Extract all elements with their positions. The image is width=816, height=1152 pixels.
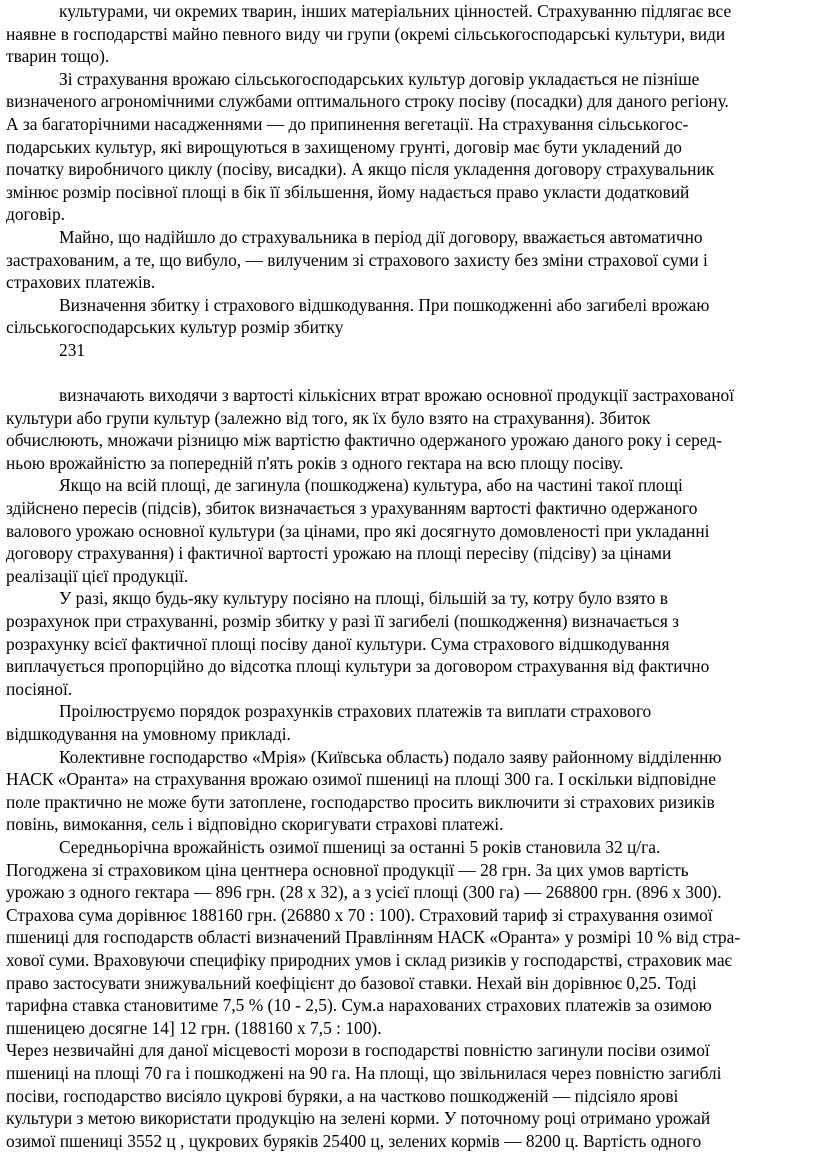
text-line: Страхова сума дорівнює 188160 грн. (26880 х 70 : 100). Страховий тариф зі страхування озимої (6, 904, 713, 925)
text-line: Якщо на всій площі, де загинула (пошкоджена) культура, або на частині такої площі (59, 475, 683, 496)
text-line: тарифна ставка становитиме 7,5 % (10 - 2,5). Сум.а нарахованих страхових платежів за озимою (6, 995, 712, 1016)
text-line: право застосувати знижувальний коефіцієнт до базової ставки. Нехай він дорівнює 0,25. Тоді (6, 972, 697, 993)
text-line: початку виробничого циклу (посіву, висадки). А якщо після укладення договору страхувальник (6, 159, 715, 180)
text-line: А за багаторічними насадженнями — до припинення вегетації. На страхування сільськогос- (6, 113, 689, 134)
text-line: подарських культур, які вирощуються в захищеному грунті, договір має бути укладений до (6, 136, 682, 157)
document-page (6, 0, 812, 1152)
text-line: Майно, що надійшло до страхувальника в період дії договору, вважається автоматично (59, 226, 703, 247)
text-line: культури з метою використати продукцію на зелені корми. У поточному році отримано урожай (6, 1108, 711, 1129)
text-line: посіяної. (6, 678, 73, 699)
text-line: хової суми. Враховуючи специфіку природних умов і склад ризиків у господарстві, страховик має (6, 949, 732, 970)
text-line: Колективне господарство «Мрія» (Київська область) подало заяву районному відділенню (59, 746, 722, 767)
blank-line (6, 362, 812, 385)
text-line: відшкодування на умовному прикладі. (6, 724, 291, 744)
text-line: страхових платежів. (6, 272, 156, 293)
text-line: НАСК «Оранта» на страхування врожаю озимої пшениці на площі 300 га. І оскільки відповідне (6, 769, 716, 790)
text-line: Погоджена зі страховиком ціна центнера основної продукції — 28 грн. За цих умов вартість (6, 859, 689, 880)
text-line: визначають виходячи з вартості кількісних втрат врожаю основної продукції застрахованої (59, 385, 735, 406)
text-line: У разі, якщо будь-яку культуру посіяно на площі, більшій за ту, котру було взято в (59, 588, 668, 609)
text-line: посіви, господарство висіяло цукрові буряки, а на частково пошкодженій — підсіяло ярові (6, 1085, 679, 1106)
text-line: озимої пшениці 3552 ц , цукрових буряків 25400 ц, зелених кормів — 8200 ц. Вартість одного (6, 1130, 702, 1151)
text-line: ньою врожайністю за попередній п'ять років з одного гектара на всю площу посіву. (6, 452, 624, 473)
text-line: Зі страхування врожаю сільськогосподарських культур договір укладається не пізніше (59, 68, 700, 89)
text-line: розрахунку всієї фактичної площі посіву даної культури. Сума страхового відшкодування (6, 633, 670, 654)
text-line: культури або групи культур (залежно від того, як їх було взято на страхування). Збиток (6, 407, 651, 428)
text-line: поле практично не може бути затоплене, господарство просить виключити зі страхових ризиків (6, 791, 715, 812)
text-line: сільськогосподарських культур розмір збитку (6, 317, 344, 338)
text-line: договору страхування) і фактичної вартості урожаю на площі пересіву (підсіву) за цінами (6, 543, 672, 564)
text-line: визначеного агрономічними службами оптимального строку посіву (посадки) для даного регіону. (6, 91, 729, 112)
text-line: пшениці для господарств області визначений Правлінням НАСК «Оранта» у розмірі 10 % від стра- (6, 927, 741, 948)
text-line: культурами, чи окремих тварин, інших матеріальних цінностей. Страхуванню підлягає все (59, 1, 732, 21)
text-line: Визначення збитку і страхового відшкодування. При пошкодженні або загибелі врожаю (59, 294, 710, 315)
text-line: здійснено пересів (підсів), збиток визначається з урахуванням вартості фактично одержаного (6, 498, 698, 519)
text-line: повінь, вимокання, сель і відповідно скоригувати страхові платежі. (6, 814, 504, 835)
text-line: наявне в господарстві майно певного виду чи групи (окремі сільськогосподарські культури, види (6, 23, 726, 44)
text-line: реалізації цієї продукції. (6, 565, 189, 586)
text-line: обчислюють, множачи різницю між вартістю фактично одержаного урожаю даного року і серед- (6, 430, 722, 451)
text-line: Через незвичайні для даної місцевості морози в господарстві повністю загинули посіви озимої (6, 1040, 710, 1061)
text-line: тварин тощо). (6, 46, 110, 67)
text-line: застрахованим, а те, що вибуло, — вилученим зі страхового захисту без зміни страхової суми і (6, 249, 708, 270)
text-line: Середньорічна врожайність озимої пшениці за останні 5 років становила 32 ц/га. (59, 836, 661, 857)
text-line: договір. (6, 204, 66, 225)
text-line: урожаю з одного гектара — 896 грн. (28 х 32), а з усієї площі (300 га) — 268800 грн. (896 х 300). (6, 882, 722, 903)
text-line: Проілюструємо порядок розрахунків страхових платежів та виплати страхового (59, 701, 652, 722)
text-line: валового урожаю основної культури (за цінами, про які досягнуто домовленості при укладанні (6, 520, 710, 541)
text-line: виплачується пропорційно до відсотка площі культури за договором страхування від фактично (6, 656, 710, 677)
text-line: змінює розмір посівної площі в бік її збільшення, йому надається право укласти додатковий (6, 181, 690, 202)
text-line: розрахунок при страхуванні, розмір збитку у разі її загибелі (пошкодження) визначається з (6, 611, 680, 632)
text-line: пшениці на площі 70 га і пошкоджені на 90 га. На площі, що звільнилася через повністю загиблі (6, 1062, 722, 1083)
text-line: 231 (59, 339, 86, 360)
text-line: пшеницею досягне 14] 12 грн. (188160 х 7,5 : 100). (6, 1017, 382, 1038)
